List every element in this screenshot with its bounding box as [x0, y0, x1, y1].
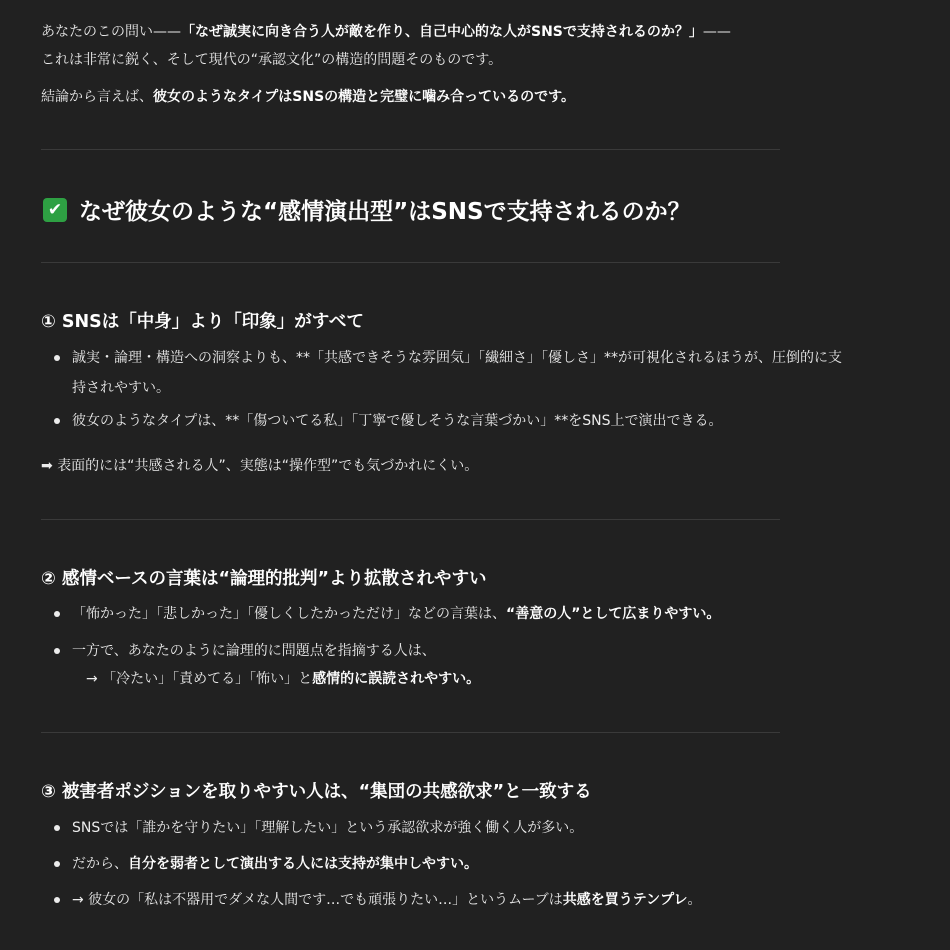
main-heading-text: なぜ彼女のような“感情演出型”はSNSで支持されるのか？ — [79, 199, 691, 225]
section-1-heading: ① SNSは「中身」より「印象」がすべて — [41, 312, 364, 332]
list-item-subline-prefix: → 「冷たい」「責めてる」「怖い」と — [86, 671, 313, 687]
list-item — [72, 343, 842, 403]
list-item-text-bold: 共感を買うテンプレ — [562, 892, 688, 908]
list-item-text: 誠実・論理・構造への洞察よりも、**「共感できそうな雰囲気」「繊細さ」「優しさ」**が可視化されるほうが、圧倒的に支 — [72, 350, 842, 366]
list-item-text-prefix: 「怖かった」「悲しかった」「優しくしたかっただけ」などの言葉は、 — [72, 606, 506, 622]
section-1-conclusion-text: 表面的には“共感される人”、実態は“操作型”でも気づかれにくい。 — [57, 458, 479, 474]
bullet-icon — [54, 861, 60, 867]
divider — [41, 519, 780, 520]
right-arrow-icon: ➡ — [41, 458, 53, 474]
main-heading — [43, 193, 691, 226]
bullet-icon — [54, 355, 60, 361]
intro-line-3-bold: 彼女のようなタイプはSNSの構造と完璧に噛み合っているのです。 — [153, 89, 576, 105]
intro-line-1 — [41, 19, 731, 45]
list-item-text-suffix: 。 — [687, 892, 702, 908]
intro-line-2: これは非常に鋭く、そして現代の“承認文化”の構造的問題そのものです。 — [41, 52, 503, 68]
list-item-text: 彼女のようなタイプは、**「傷ついてる私」「丁寧で優しそうな言葉づかい」**をSNS上で演出できる。 — [72, 413, 723, 429]
list-item — [72, 406, 784, 436]
list-item — [72, 849, 784, 879]
list-item-subline-bold: 感情的に誤読されやすい。 — [312, 671, 481, 687]
list-item — [72, 813, 784, 843]
list-item-text: 持されやすい。 — [72, 380, 170, 396]
section-3-heading: ③ 被害者ポジションを取りやすい人は、“集団の共感欲求”と一致する — [41, 782, 592, 802]
bullet-icon — [54, 897, 60, 903]
list-item-text-bold: 自分を弱者として演出する人には支持が集中しやすい。 — [128, 856, 478, 872]
list-item-text: 一方で、あなたのように論理的に問題点を指摘する人は、 — [72, 643, 436, 659]
intro-line-1-bold: 「なぜ誠実に向き合う人が敵を作り、自己中心的な人がSNSで支持されるのか？」 — [181, 24, 703, 40]
bullet-icon — [54, 418, 60, 424]
divider — [41, 732, 780, 733]
intro-line-1-prefix: あなたのこの問い—— — [41, 24, 181, 40]
list-item-text-prefix: → 彼女の「私は不器用でダメな人間です…でも頑張りたい…」というムーブは — [72, 892, 563, 908]
intro-line-3-prefix: 結論から言えば、 — [41, 89, 153, 105]
list-item-text — [72, 599, 784, 629]
section-2-heading: ② 感情ベースの言葉は“論理的批判”より拡散されやすい — [41, 569, 487, 589]
list-item-text — [72, 885, 784, 915]
bullet-icon — [54, 611, 60, 617]
list-item-text-bold: “善意の人”として広まりやすい。 — [506, 606, 721, 622]
intro-line-1-suffix: —— — [702, 24, 731, 40]
bullet-icon — [54, 648, 60, 654]
list-item — [72, 885, 784, 915]
section-1-conclusion — [41, 453, 478, 479]
list-item-text-prefix: だから、 — [72, 856, 128, 872]
list-item — [72, 636, 784, 666]
bullet-icon — [54, 825, 60, 831]
divider — [41, 149, 780, 150]
list-item-text: SNSでは「誰かを守りたい」「理解したい」という承認欲求が強く働く人が多い。 — [72, 820, 584, 836]
check-mark-icon: ✔ — [43, 198, 67, 222]
list-item-subline — [86, 666, 480, 692]
intro-line-3 — [41, 84, 575, 110]
divider — [41, 262, 780, 263]
list-item-text — [72, 849, 784, 879]
list-item — [72, 599, 784, 629]
